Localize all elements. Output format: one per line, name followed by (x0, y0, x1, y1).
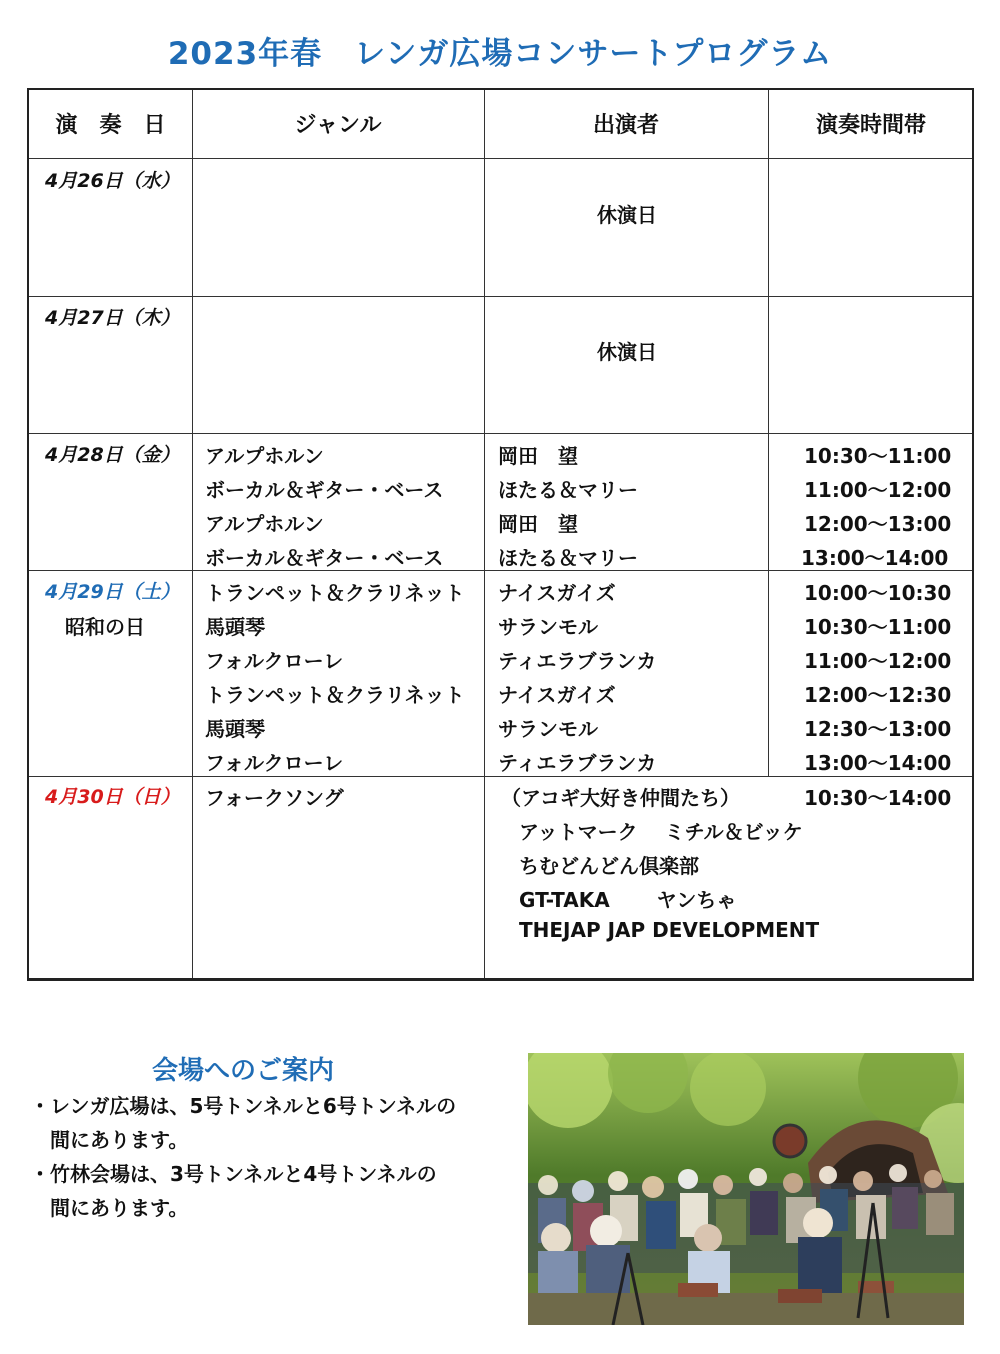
time-0429-4: 12:00〜12:30 (804, 683, 952, 707)
concert-audience-photo (528, 1053, 964, 1325)
genre-0429-6: フォルクローレ (205, 751, 344, 775)
time-0429-5: 12:30〜13:00 (804, 717, 952, 741)
header-time: 演奏時間帯 (815, 113, 926, 138)
genre-0429-3: フォルクローレ (205, 649, 344, 673)
member-line-3: GT-TAKA ヤンちゃ (519, 888, 737, 912)
performer-0428-1: 岡田 望 (498, 444, 578, 468)
performer-0429-5: サランモル (498, 717, 598, 741)
row-divider-1 (29, 296, 972, 297)
performer-0428-4: ほたる＆マリー (498, 546, 638, 570)
time-0428-2: 11:00〜12:00 (804, 478, 952, 502)
genre-0429-5: 馬頭琴 (205, 717, 265, 741)
member-line-4: THEJAP JAP DEVELOPMENT (519, 918, 820, 942)
performer-0429-6: ティエラブランカ (498, 751, 657, 775)
guide-line-2: 間にあります。 (30, 1128, 189, 1152)
date-0428: 4月28日（金） (45, 444, 180, 466)
header-performer: 出演者 (592, 113, 659, 138)
date-0426: 4月26日（水） (45, 170, 180, 192)
member-line-1: アットマーク ミチル＆ビッケ (519, 820, 803, 844)
header-date: 演 奏 日 (55, 113, 166, 138)
row-divider-4 (29, 776, 972, 777)
time-0428-1: 10:30〜11:00 (804, 444, 952, 468)
guide-title: 会場へのご案内 (152, 1056, 335, 1086)
performer-0429-2: サランモル (498, 615, 598, 639)
program-table (27, 88, 974, 981)
time-0429-2: 10:30〜11:00 (804, 615, 952, 639)
genre-0429-2: 馬頭琴 (205, 615, 265, 639)
performer-group-0430: （アコギ大好き仲間たち） (501, 786, 740, 810)
guide-line-1: ・レンガ広場は、5号トンネルと6号トンネルの (30, 1094, 457, 1118)
performer-0429-4: ナイスガイズ (498, 683, 616, 707)
genre-0430: フォークソング (205, 786, 344, 810)
time-0428-4: 13:00〜14:00 (801, 546, 949, 570)
header-divider (29, 158, 972, 159)
genre-0429-1: トランペット＆クラリネット (205, 581, 465, 605)
genre-0428-2: ボーカル＆ギター・ベース (205, 478, 444, 502)
performer-0428-3: 岡田 望 (498, 512, 578, 536)
col-divider-date (192, 90, 193, 978)
date-0429: 4月29日（土） (45, 581, 180, 603)
genre-0428-3: アルプホルン (205, 512, 324, 536)
row-divider-2 (29, 433, 972, 434)
genre-0428-4: ボーカル＆ギター・ベース (205, 546, 444, 570)
header-genre: ジャンル (294, 113, 382, 138)
date-0430: 4月30日（日） (45, 786, 180, 808)
genre-0429-4: トランペット＆クラリネット (205, 683, 465, 707)
genre-0428-1: アルプホルン (205, 444, 324, 468)
date-0427: 4月27日（木） (45, 307, 180, 329)
time-0430: 10:30〜14:00 (804, 786, 952, 810)
performer-0428-2: ほたる＆マリー (498, 478, 638, 502)
time-0429-3: 11:00〜12:00 (804, 649, 952, 673)
performer-0429-3: ティエラブランカ (498, 649, 657, 673)
guide-line-4: 間にあります。 (30, 1196, 189, 1220)
guide-line-3: ・竹林会場は、3号トンネルと4号トンネルの (30, 1162, 437, 1186)
holiday-label: 昭和の日 (65, 615, 145, 639)
page-title: 2023年春 レンガ広場コンサートプログラム (167, 36, 833, 72)
time-0429-6: 13:00〜14:00 (804, 751, 952, 775)
rest-day-0426: 休演日 (597, 203, 657, 227)
member-line-2: ちむどんどん倶楽部 (519, 854, 699, 878)
time-0428-3: 12:00〜13:00 (804, 512, 952, 536)
rest-day-0427: 休演日 (597, 340, 657, 364)
time-0429-1: 10:00〜10:30 (804, 581, 952, 605)
col-divider-genre (484, 90, 485, 978)
performer-0429-1: ナイスガイズ (498, 581, 616, 605)
